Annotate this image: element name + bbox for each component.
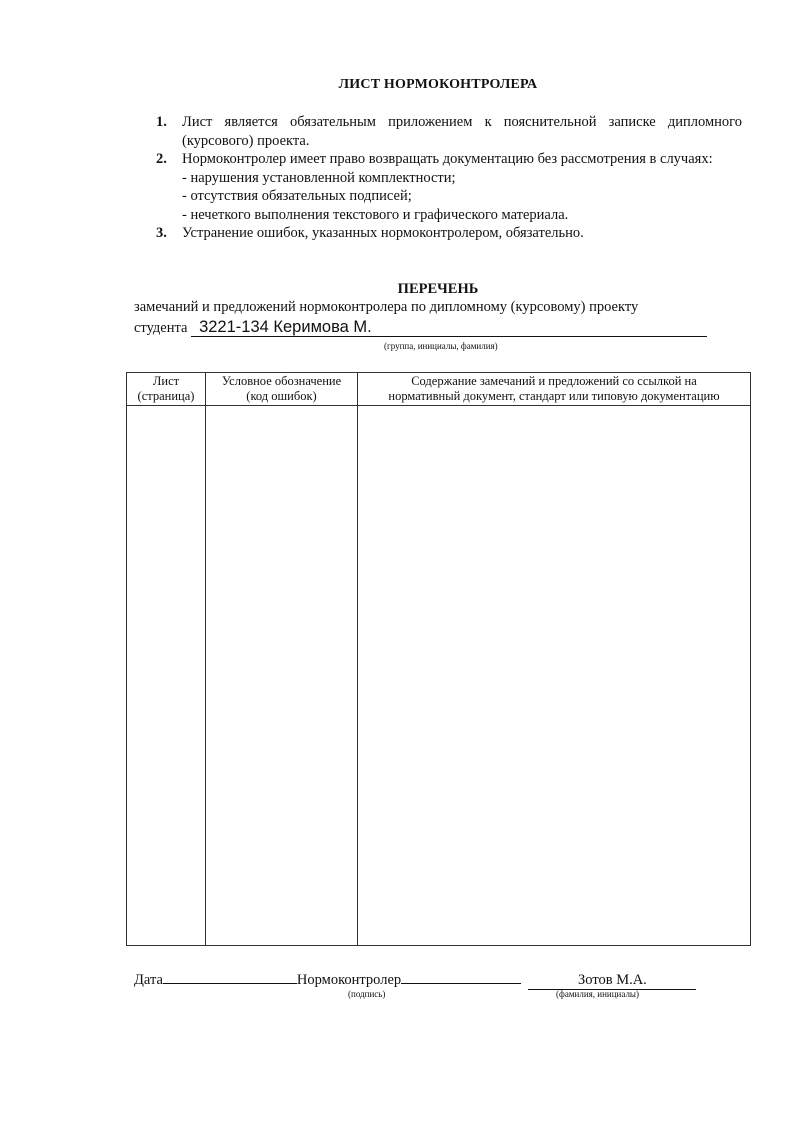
content-cell[interactable]	[358, 406, 751, 946]
rule-text: Устранение ошибок, указанных нормоконтролером, обязательно.	[182, 225, 584, 241]
signature-caption: (подпись)	[348, 989, 386, 999]
name-caption: (фамилия, инициалы)	[556, 989, 639, 999]
controller-label: Нормоконтролер	[296, 972, 402, 988]
rule-text: Нормоконтролер имеет право возвращать документацию без рассмотрения в случаях:	[182, 151, 713, 167]
header-line: Лист	[152, 374, 180, 388]
sheet-cell[interactable]	[127, 406, 206, 946]
remarks-table	[126, 372, 751, 946]
rule-text: Лист является обязательным приложением к пояснительной записке дипломного (курсового) проекта.	[182, 114, 742, 149]
header-line: (страница)	[137, 389, 195, 403]
student-field[interactable]: 3221-134 Керимова М.	[191, 318, 707, 337]
header-line: Содержание замечаний и предложений со ссылкой на	[411, 374, 697, 388]
list-subtitle: замечаний и предложений нормоконтролера по дипломному (курсовому) проекту	[134, 299, 639, 315]
date-field[interactable]	[163, 968, 297, 984]
rule-subitem: - отсутствия обязательных подписей;	[182, 188, 412, 204]
rule-body	[182, 150, 742, 224]
rule-number: 1.	[156, 114, 167, 130]
rule-subitem: - нечеткого выполнения текстового и графического материала.	[182, 206, 569, 223]
rule-item	[156, 224, 742, 243]
rules-list	[156, 113, 742, 243]
page-title: ЛИСТ НОРМОКОНТРОЛЕРА	[338, 77, 538, 92]
header-line: нормативный документ, стандарт или типовую документацию	[388, 389, 720, 403]
column-header-code	[206, 373, 358, 406]
header-line: (код ошибок)	[246, 389, 317, 403]
table-row	[127, 406, 751, 946]
list-title: ПЕРЕЧЕНЬ	[397, 281, 479, 297]
rule-number: 2.	[156, 151, 167, 167]
code-cell[interactable]	[206, 406, 358, 946]
student-line	[134, 318, 707, 337]
column-header-sheet	[127, 373, 206, 406]
student-label: студента	[134, 320, 188, 336]
rule-item	[156, 113, 742, 150]
student-caption: (группа, инициалы, фамилия)	[384, 341, 498, 351]
rule-subitem: - нарушения установленной комплектности;	[182, 169, 456, 186]
table-header-row	[127, 373, 751, 406]
rule-item	[156, 150, 742, 224]
header-line: Условное обозначение	[221, 374, 342, 388]
signature-line	[134, 968, 696, 990]
rule-number: 3.	[156, 225, 167, 241]
column-header-content	[358, 373, 751, 406]
signature-field[interactable]	[401, 968, 521, 984]
date-label: Дата	[134, 972, 163, 988]
controller-name: Зотов М.А.	[528, 972, 696, 990]
